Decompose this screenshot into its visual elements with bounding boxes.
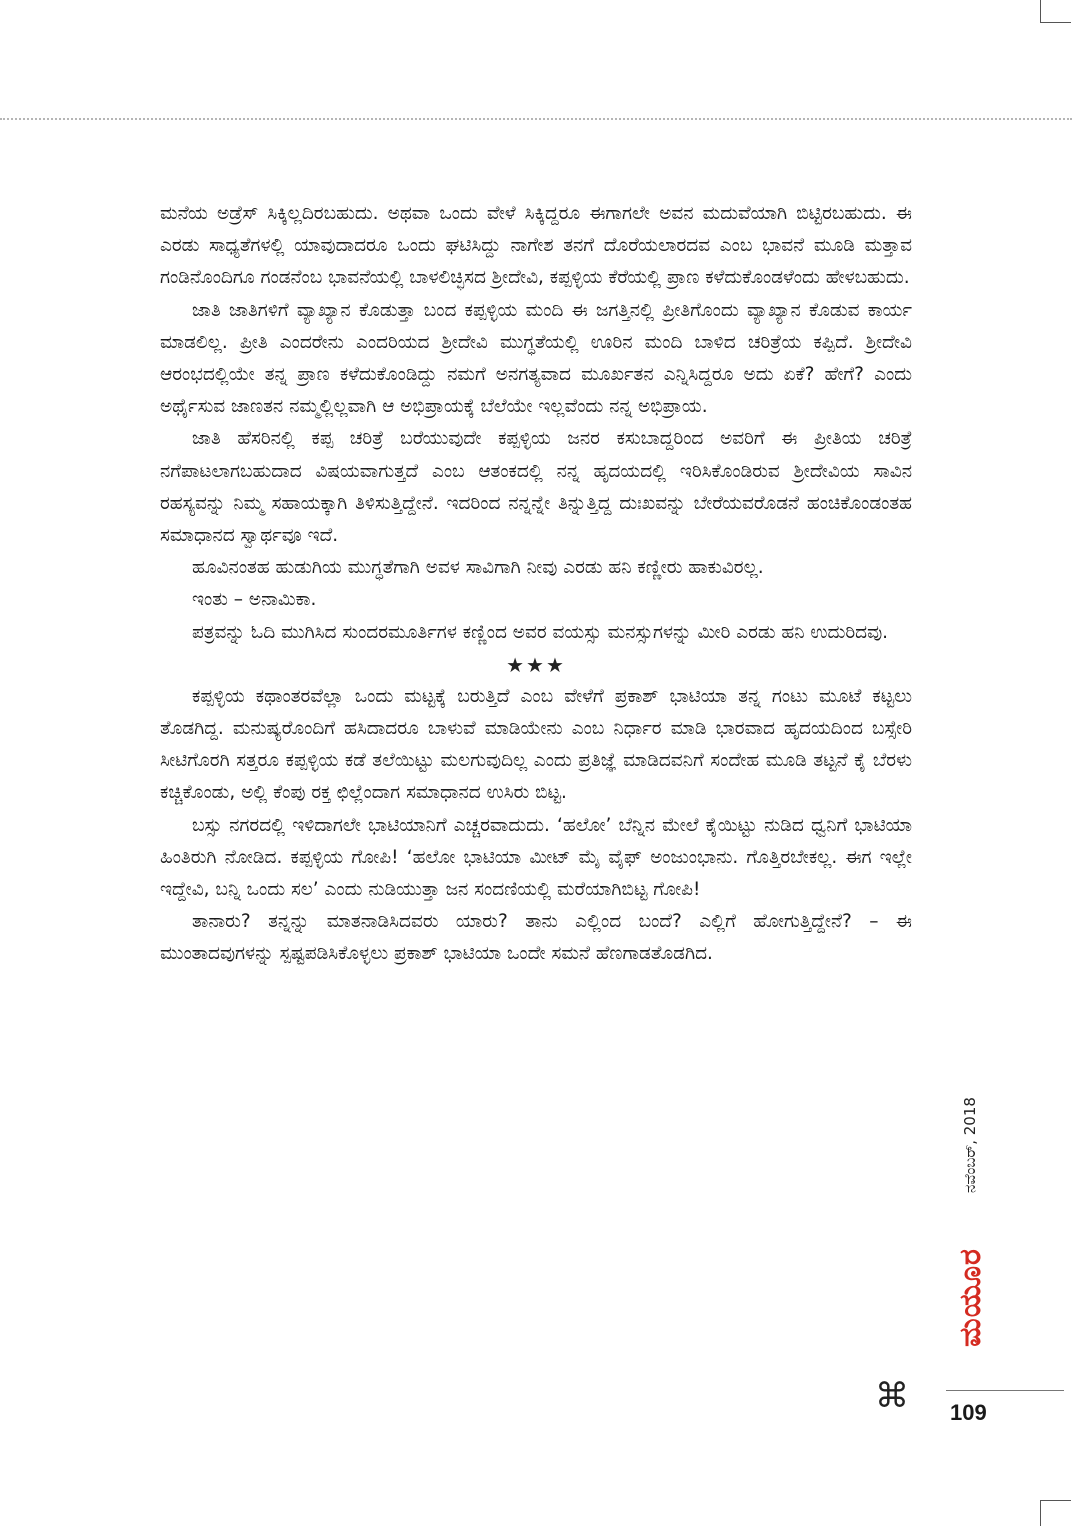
paragraph-2: ಜಾತಿ ಜಾತಿಗಳಿಗೆ ವ್ಯಾಖ್ಯಾನ ಕೊಡುತ್ತಾ ಬಂದ ಕಪ್ಪಳ್ಳಿಯ ಮಂದಿ ಈ ಜಗತ್ತಿನಲ್ಲಿ ಪ್ರೀತಿಗೊಂದು ವ್ಯಾಖ್ಯಾನ ಕೊಡುವ ಕಾರ್ಯ ಮಾಡಲಿಲ್ಲ. ಪ್ರೀತಿ ಎಂದರೇನು ಎಂದರಿಯದ ಶ್ರೀದೇವಿ ಮುಗ್ಧತೆಯಲ್ಲಿ ಊರಿನ ಮಂದಿ ಬಾಳಿದ ಚರಿತ್ರೆಯ ಕಪ್ಪಿದೆ. ಶ್ರೀದೇವಿ ಆರಂಭದಲ್ಲಿಯೇ ತನ್ನ ಪ್ರಾಣ ಕಳೆದುಕೊಂಡಿದ್ದು ನಮಗೆ ಅನಗತ್ಯವಾದ ಮೂರ್ಖತನ ಎನ್ನಿಸಿದ್ದರೂ ಅದು ಏಕೆ? ಹೇಗೆ? ಎಂದು ಅರ್ಥೈಸುವ ಜಾಣತನ ನಮ್ಮಲ್ಲಿಲ್ಲವಾಗಿ ಆ ಅಭಿಪ್ರಾಯಕ್ಕೆ ಬೆಲೆಯೇ ಇಲ್ಲವೆಂದು ನನ್ನ ಅಭಿಪ್ರಾಯ.	[160, 299, 912, 418]
dotted-separator	[0, 118, 1072, 120]
paragraph-7: ಕಪ್ಪಳ್ಳಿಯ ಕಥಾಂತರವೆಲ್ಲಾ ಒಂದು ಮಟ್ಟಕ್ಕೆ ಬರುತ್ತಿದೆ ಎಂಬ ವೇಳೆಗೆ ಪ್ರಕಾಶ್ ಭಾಟಿಯಾ ತನ್ನ ಗಂಟು ಮೂಟೆ ಕಟ್ಟಲು ತೊಡಗಿದ್ದ. ಮನುಷ್ಯರೊಂದಿಗೆ ಹಸಿದಾದರೂ ಬಾಳುವೆ ಮಾಡಿಯೇನು ಎಂಬ ನಿರ್ಧಾರ ಮಾಡಿ ಭಾರವಾದ ಹೃದಯದಿಂದ ಬಸ್ಸೇರಿ ಸೀಟಿಗೊರಗಿ ಸತ್ತರೂ ಕಪ್ಪಳ್ಳಿಯ ಕಡೆ ತಲೆಯಿಟ್ಟು ಮಲಗುವುದಿಲ್ಲ ಎಂದು ಪ್ರತಿಜ್ಞೆ ಮಾಡಿದವನಿಗೆ ಸಂದೇಹ ಮೂಡಿ ತಟ್ಟನೆ ಕೈ ಬೆರಳು ಕಚ್ಚಿಕೊಂಡು, ಅಲ್ಲಿ ಕೆಂಪು ರಕ್ತ ಛಿಲ್ಲೆಂದಾಗ ಸಮಾಧಾನದ ಉಸಿರು ಬಿಟ್ಟ.	[160, 685, 912, 804]
page-number: 109	[950, 1400, 987, 1425]
crop-mark-top	[1040, 0, 1071, 23]
magazine-logo	[952, 1215, 988, 1380]
article-body	[160, 198, 912, 971]
paragraph-4: ಹೂವಿನಂತಹ ಹುಡುಗಿಯ ಮುಗ್ಧತೆಗಾಗಿ ಅವಳ ಸಾವಿಗಾಗಿ ನೀವು ಎರಡು ಹನಿ ಕಣ್ಣೀರು ಹಾಕುವಿರಲ್ಲ.	[192, 557, 764, 579]
paragraph-9: ತಾನಾರು? ತನ್ನನ್ನು ಮಾತನಾಡಿಸಿದವರು ಯಾರು? ತಾನು ಎಲ್ಲಿಂದ ಬಂದೆ? ಎಲ್ಲಿಗೆ ಹೋಗುತ್ತಿದ್ದೇನೆ? – ಈ ಮುಂತಾದವುಗಳನ್ನು ಸ್ಪಷ್ಟಪಡಿಸಿಕೊಳ್ಳಲು ಪ್ರಕಾಶ್ ಭಾಟಿಯಾ ಒಂದೇ ಸಮನೆ ಹೆಣಗಾಡತೊಡಗಿದ.	[160, 911, 912, 965]
section-break-stars: ★★★	[506, 652, 566, 677]
end-mark-icon: ⌘	[875, 1376, 909, 1416]
paragraph-signature: ಇಂತು – ಅನಾಮಿಕಾ.	[192, 589, 317, 611]
magazine-logo-text: ಮಯೂರ	[952, 1248, 988, 1347]
paragraph-8: ಬಸ್ಸು ನಗರದಲ್ಲಿ ಇಳಿದಾಗಲೇ ಭಾಟಿಯಾನಿಗೆ ಎಚ್ಚರವಾದುದು. ‘ಹಲೋ’ ಬೆನ್ನಿನ ಮೇಲೆ ಕೈಯಿಟ್ಟು ನುಡಿದ ಧ್ವನಿಗೆ ಭಾಟಿಯಾ ಹಿಂತಿರುಗಿ ನೋಡಿದ. ಕಪ್ಪಳ್ಳಿಯ ಗೋಪಿ! ‘ಹಲೋ ಭಾಟಿಯಾ ಮೀಟ್ ಮೈ ವೈಫ್ ಅಂಜುಂಭಾನು. ಗೊತ್ತಿರಬೇಕಲ್ಲ. ಈಗ ಇಲ್ಲೇ ಇದ್ದೇವಿ, ಬನ್ನಿ ಒಂದು ಸಲ’ ಎಂದು ನುಡಿಯುತ್ತಾ ಜನ ಸಂದಣಿಯಲ್ಲಿ ಮರೆಯಾಗಿಬಿಟ್ಟ ಗೋಪಿ!	[160, 814, 912, 901]
paragraph-3: ಜಾತಿ ಹೆಸರಿನಲ್ಲಿ ಕಪ್ಪ ಚರಿತ್ರೆ ಬರೆಯುವುದೇ ಕಪ್ಪಳ್ಳಿಯ ಜನರ ಕಸುಬಾದ್ದರಿಂದ ಅವರಿಗೆ ಈ ಪ್ರೀತಿಯ ಚರಿತ್ರೆ ನಗೆಪಾಟಲಾಗಬಹುದಾದ ವಿಷಯವಾಗುತ್ತದೆ ಎಂಬ ಆತಂಕದಲ್ಲಿ ನನ್ನ ಹೃದಯದಲ್ಲಿ ಇರಿಸಿಕೊಂಡಿರುವ ಶ್ರೀದೇವಿಯ ಸಾವಿನ ರಹಸ್ಯವನ್ನು ನಿಮ್ಮ ಸಹಾಯಕ್ಕಾಗಿ ತಿಳಿಸುತ್ತಿದ್ದೇನೆ. ಇದರಿಂದ ನನ್ನನ್ನೇ ತಿನ್ನುತ್ತಿದ್ದ ದುಃಖವನ್ನು ಬೇರೆಯವರೊಡನೆ ಹಂಚಿಕೊಂಡಂತಹ ಸಮಾಧಾನದ ಸ್ವಾರ್ಥವೂ ಇದೆ.	[160, 428, 912, 547]
paragraph-1: ಮನೆಯ ಅಡ್ರೆಸ್ ಸಿಕ್ಕಿಲ್ಲದಿರಬಹುದು. ಅಥವಾ ಒಂದು ವೇಳೆ ಸಿಕ್ಕಿದ್ದರೂ ಈಗಾಗಲೇ ಅವನ ಮದುವೆಯಾಗಿ ಬಿಟ್ಟಿರಬಹುದು. ಈ ಎರಡು ಸಾಧ್ಯತೆಗಳಲ್ಲಿ ಯಾವುದಾದರೂ ಒಂದು ಘಟಿಸಿದ್ದು ನಾಗೇಶ ತನಗೆ ದೊರೆಯಲಾರದವ ಎಂಬ ಭಾವನೆ ಮೂಡಿ ಮತ್ತಾವ ಗಂಡಿನೊಂದಿಗೂ ಗಂಡನೆಂಬ ಭಾವನೆಯಲ್ಲಿ ಬಾಳಲಿಚ್ಛಿಸದ ಶ್ರೀದೇವಿ, ಕಪ್ಪಳ್ಳಿಯ ಕೆರೆಯಲ್ಲಿ ಪ್ರಾಣ ಕಳೆದುಕೊಂಡಳೆಂದು ಹೇಳಬಹುದು.	[160, 203, 912, 289]
issue-date-text: ನವೆಂಬರ್, 2018	[961, 1097, 980, 1193]
crop-mark-bottom	[1040, 1500, 1071, 1526]
paragraph-6: ಪತ್ರವನ್ನು ಓದಿ ಮುಗಿಸಿದ ಸುಂದರಮೂರ್ತಿಗಳ ಕಣ್ಣಿಂದ ಅವರ ವಯಸ್ಸು ಮನಸ್ಸುಗಳನ್ನು ಮೀರಿ ಎರಡು ಹನಿ ಉದುರಿದವು.	[192, 621, 889, 643]
issue-date	[952, 1080, 988, 1210]
footer-rule	[946, 1390, 1064, 1391]
